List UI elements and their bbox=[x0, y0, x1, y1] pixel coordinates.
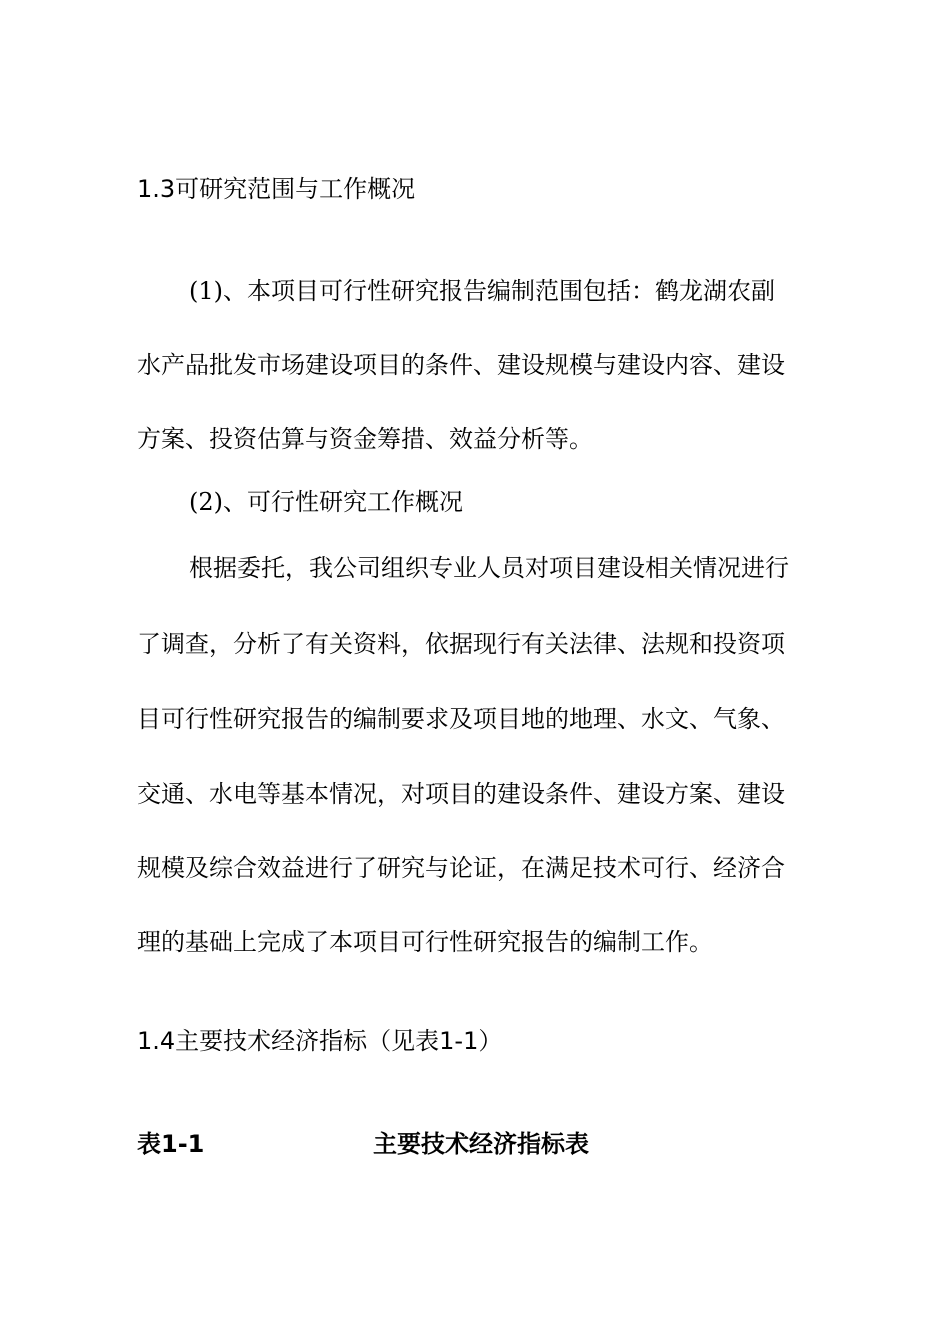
section-heading-1-3: 1.3可研究范围与工作概况 bbox=[137, 175, 416, 203]
work-overview-title: (2)、可行性研究工作概况 bbox=[189, 488, 463, 516]
scope-line-1: (1)、本项目可行性研究报告编制范围包括：鹤龙湖农副 bbox=[189, 277, 775, 305]
work-line-2: 了调查，分析了有关资料，依据现行有关法律、法规和投资项 bbox=[137, 630, 785, 658]
table-caption bbox=[137, 1128, 837, 1160]
work-line-5: 规模及综合效益进行了研究与论证，在满足技术可行、经济合 bbox=[137, 854, 785, 882]
work-line-1: 根据委托，我公司组织专业人员对项目建设相关情况进行 bbox=[189, 554, 789, 582]
work-line-6: 理的基础上完成了本项目可行性研究报告的编制工作。 bbox=[137, 928, 713, 956]
work-line-4: 交通、水电等基本情况，对项目的建设条件、建设方案、建设 bbox=[137, 780, 785, 808]
table-number: 表1-1 bbox=[137, 1130, 205, 1158]
section-heading-1-4: 1.4主要技术经济指标（见表1-1） bbox=[137, 1027, 503, 1055]
scope-line-2: 水产品批发市场建设项目的条件、建设规模与建设内容、建设 bbox=[137, 351, 785, 379]
work-line-3: 目可行性研究报告的编制要求及项目地的地理、水文、气象、 bbox=[137, 705, 785, 733]
table-title: 主要技术经济指标表 bbox=[373, 1130, 589, 1158]
scope-line-3: 方案、投资估算与资金筹措、效益分析等。 bbox=[137, 425, 593, 453]
